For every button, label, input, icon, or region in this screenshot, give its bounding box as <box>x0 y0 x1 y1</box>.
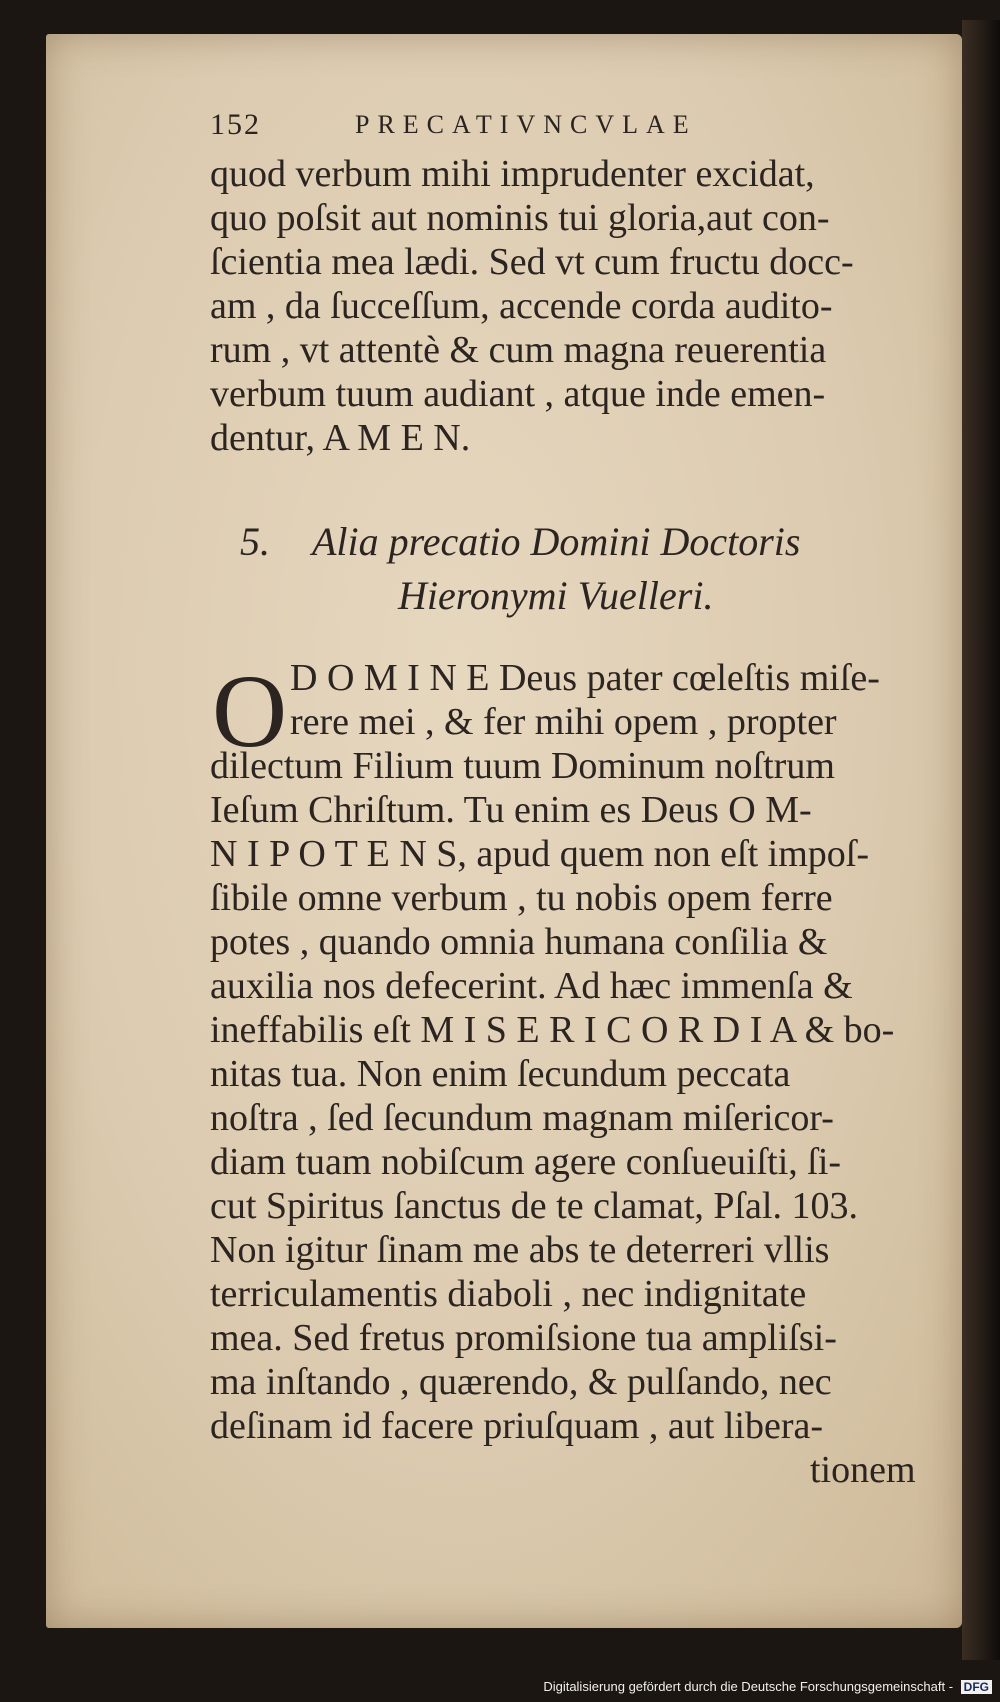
text-line: deſinam id facere priuſquam , aut libera- <box>210 1405 824 1447</box>
text-line: cut Spiritus ſanctus de te clamat, Pſal. 103. <box>210 1185 858 1227</box>
text-line: Non igitur ſinam me abs te deterreri vllis <box>210 1229 830 1271</box>
text-line: ineffabilis eſt M I S E R I C O R D I A & bo- <box>210 1009 895 1051</box>
prayer-heading-line1: Alia precatio Domini Doctoris <box>312 519 801 564</box>
text-line: quod verbum mihi imprudenter excidat, <box>210 153 815 195</box>
text-line: potes , quando omnia humana conſilia & <box>210 921 828 963</box>
text-line: nitas tua. Non enim ſecundum peccata <box>210 1053 791 1095</box>
text-line: ſcientia mea lædi. Sed vt cum fructu docc- <box>210 241 854 283</box>
text-line: diam tuam nobiſcum agere conſueuiſti, ſi- <box>210 1141 842 1183</box>
prayer-heading-line2: Hieronymi Vuelleri. <box>398 573 714 618</box>
text-line: ma inſtando , quærendo, & pulſando, nec <box>210 1361 832 1403</box>
text-line: rere mei , & fer mihi opem , propter <box>290 701 837 743</box>
text-line: dilectum Filium tuum Dominum noſtrum <box>210 745 835 787</box>
dfg-logo: DFG <box>961 1680 992 1694</box>
text-line: auxilia nos defecerint. Ad hæc immenſa & <box>210 965 853 1007</box>
page-number: 152 <box>210 108 261 141</box>
text-line: rum , vt attentè & cum magna reuerentia <box>210 329 827 371</box>
drop-cap: O <box>212 654 288 769</box>
text-line: Ieſum Chriſtum. Tu enim es Deus O M- <box>210 789 812 831</box>
credit-text: Digitalisierung gefördert durch die Deutsche Forschungsgemeinschaft - <box>543 1679 954 1694</box>
digitization-credit <box>543 1679 992 1694</box>
text-line: ſibile omne verbum , tu nobis opem ferre <box>210 877 833 919</box>
text-line: mea. Sed fretus promiſsione tua ampliſsi- <box>210 1317 837 1359</box>
running-head <box>210 108 810 148</box>
text-line: dentur, A M E N. <box>210 417 471 459</box>
text-line: terriculamentis diaboli , nec indignitate <box>210 1273 807 1315</box>
text-line: N I P O T E N S, apud quem non eſt impoſ- <box>210 833 869 875</box>
text-line: noſtra , ſed ſecundum magnam miſericor- <box>210 1097 834 1139</box>
text-line: verbum tuum audiant , atque inde emen- <box>210 373 826 415</box>
book-spine-edge <box>962 20 1000 1660</box>
text-line: quo poſsit aut nominis tui gloria,aut con- <box>210 197 830 239</box>
text-line: D O M I N E Deus pater cœleſtis miſe- <box>290 657 880 699</box>
prayer-number: 5. <box>240 519 270 564</box>
running-title: PRECATIVNCVLAE <box>355 110 697 139</box>
catchword: tionem <box>810 1449 916 1491</box>
text-line: am , da ſucceſſum, accende corda audito- <box>210 285 833 327</box>
